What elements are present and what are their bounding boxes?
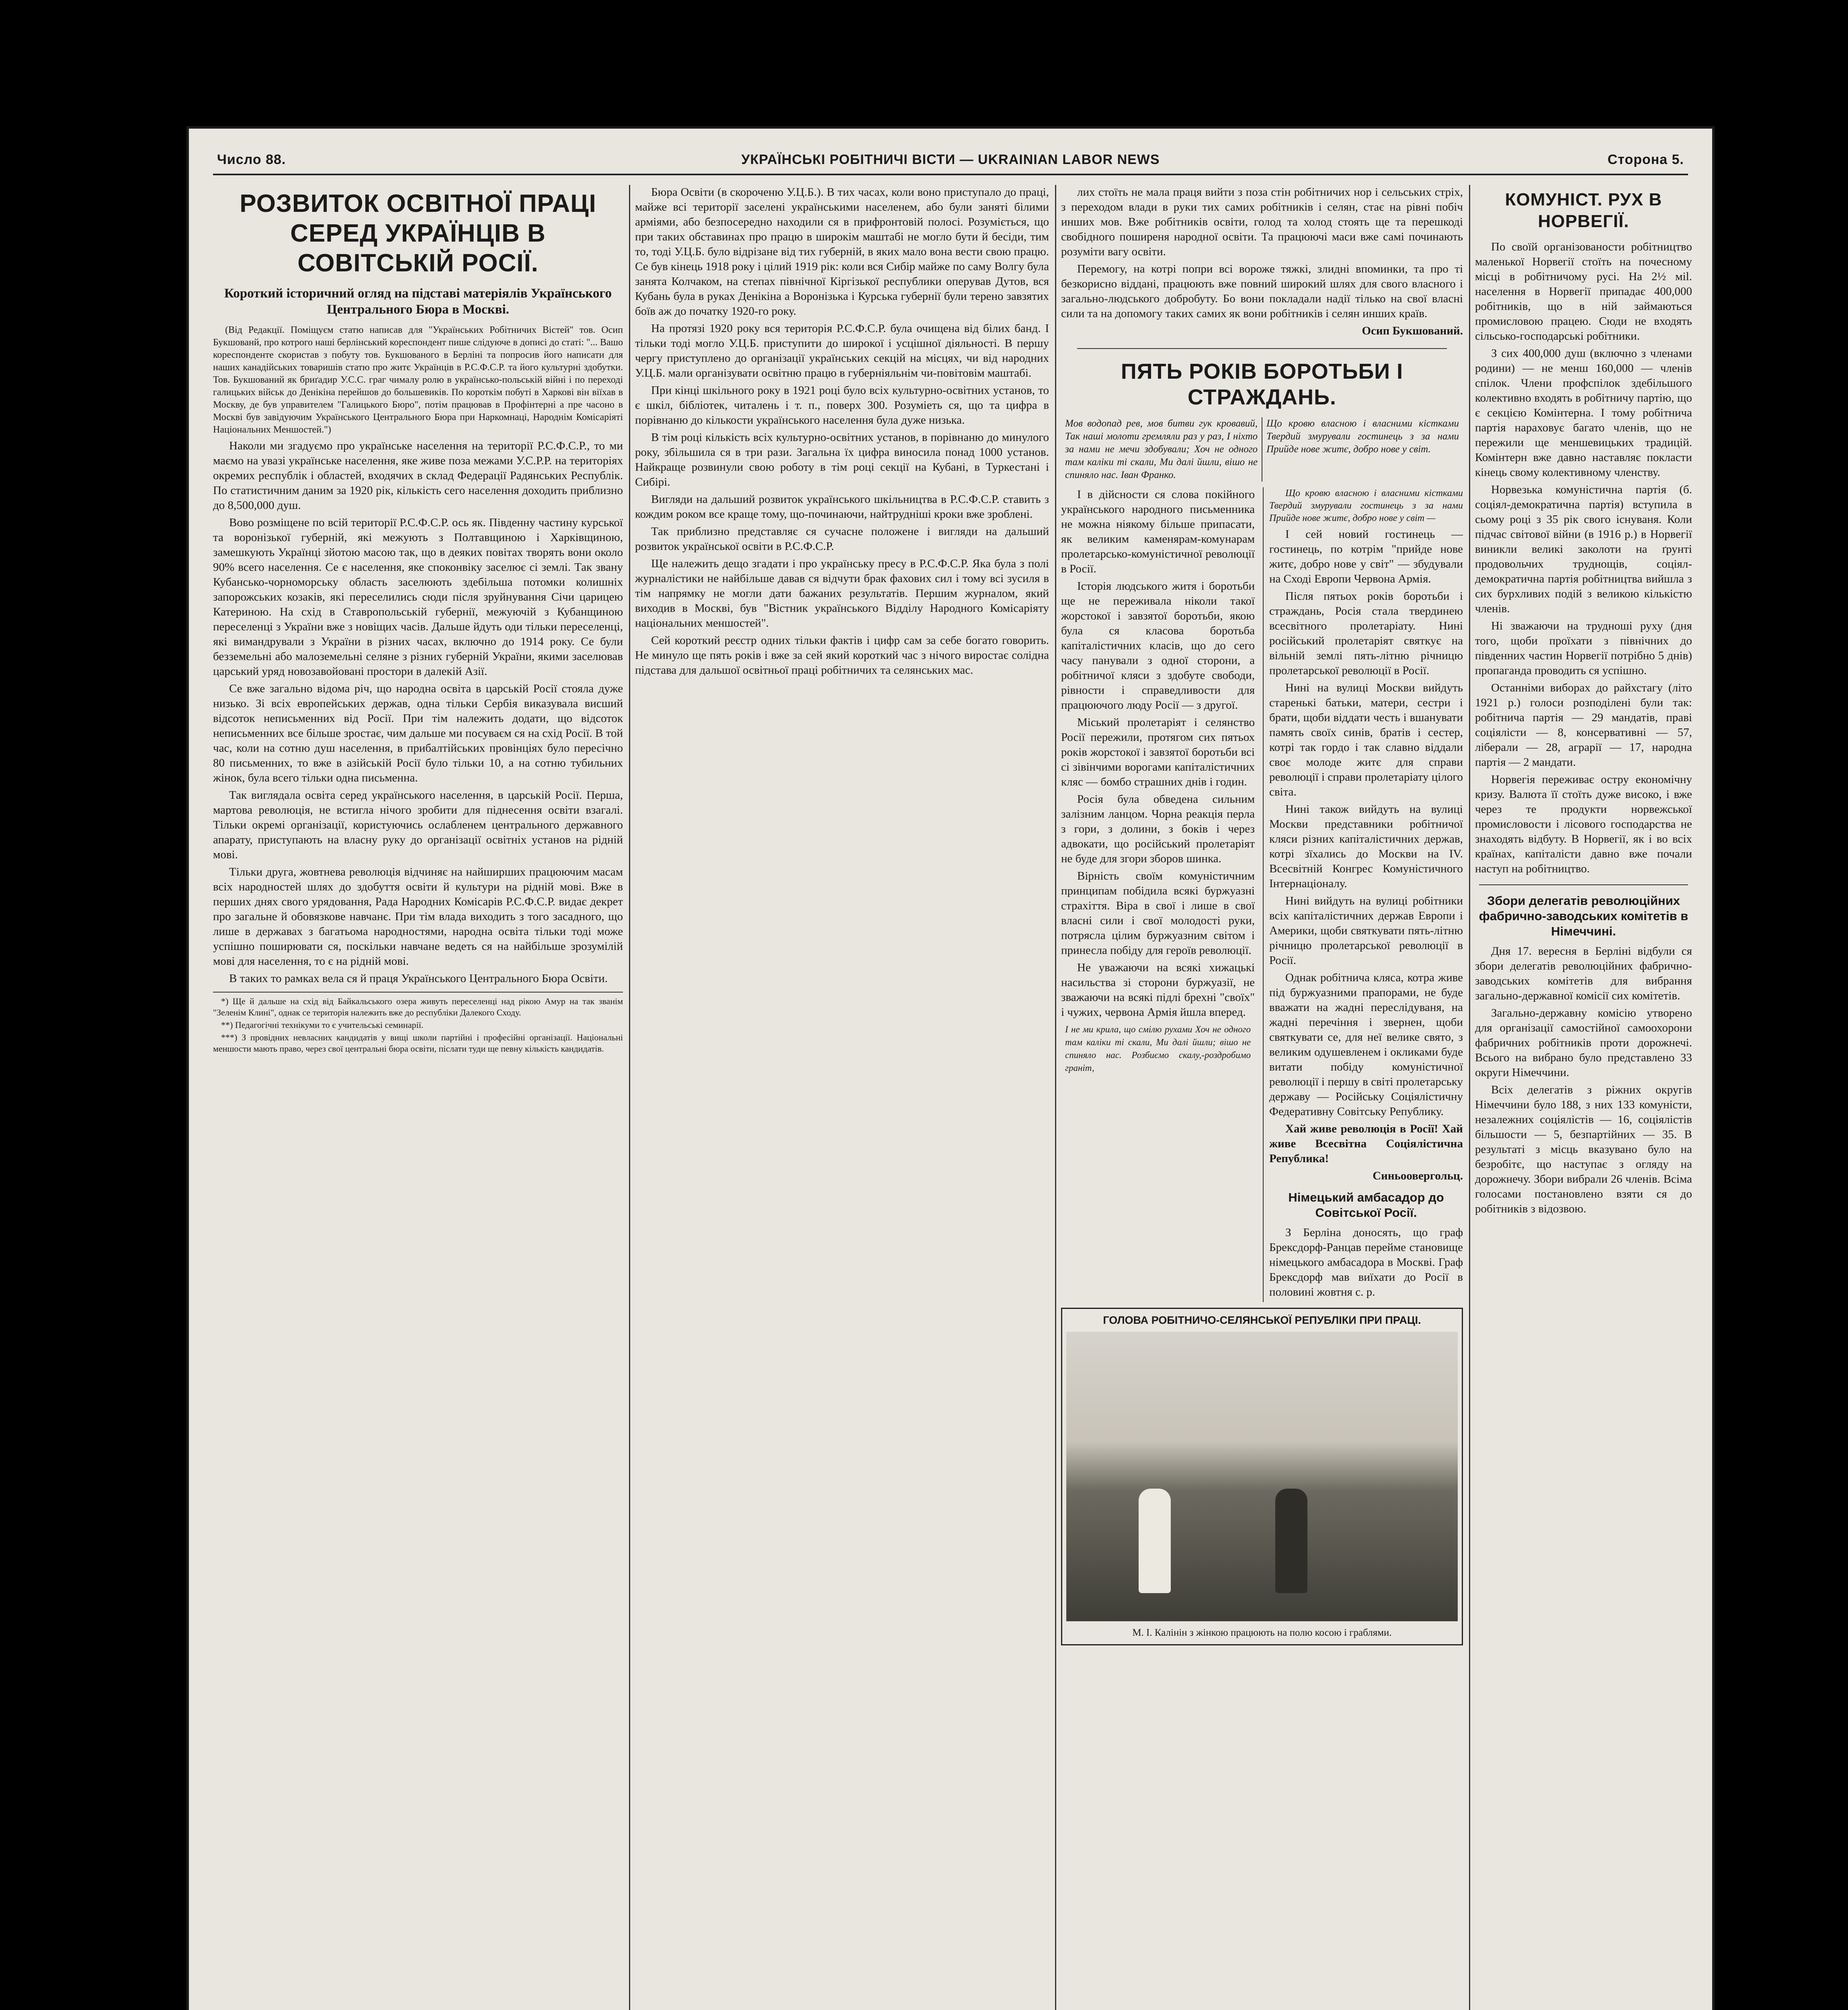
editor-note: (Від Редакції. Поміщуєм статю написав для "Українських Робітничих Вістей" тов. Осип Букшованй, про котрого наші берлінський кореспондент пише слідуюче в дописі до статі: "... Вашо кореспонденте скористав з побуту тов. Букшованого в Берліні та попросив його написати для наших канадійських товаришів статю про житє Українців в Р.С.Ф.С.Р. та його культурні здобутки. Тов. Букшований як бриґадир У.С.С. граг чималу ролю в українсько-польській війні і по переході галицьких військ до Денікіна перейшов до большевиків. По короткім побуті в Харкові він віїхав в Москву, де був управителем "Галицького Бюро", потім працював в Профінтерні а пре часоно в Москві був завідуючим Українського Центрального Бюра при Наркомнаці, Народнім Комісаріяті Національних Меншостей.") <box>213 325 623 435</box>
paragraph: Нині також вийдуть на вулиці Москви представники робітничої кляси різних капіталістичних держав, котрі зїхались до Москви на IV. Всесвітній Конгрес Комуністичного Інтернаціоналу. <box>1269 803 1463 890</box>
paragraph: Всіх делегатів з ріжних округів Німеччини було 188, з них 133 комуністи, незалежних соціялістів — 16, соціялістів більшости — 5, безпартійних — 35. В результаті з місць вказувано було на безробітє, що наступає з огляду на дорожнечу. Збори вибрали 26 членів. Всіма голосами постановлено взяти ся до робітників з відозвою. <box>1475 1083 1692 1215</box>
paragraph: Бюра Освіти (в скороченю У.Ц.Б.). В тих часах, коли воно приступало до праці, майже всі території заселені українськими населенем, або були заняті білими арміями, або безпосередно находили ся в прифронтовій полосі. Розуміється, що при таких обставинах про працю в широкім маштабі не могло бути й бесіди, тим то, тоді У.Ц.Б. було відрізане від тих губерній, в яких мало вона вести свою працю. Се був кінець 1918 року і цілий 1919 рік: коли вся Сибір майже по саму Волгу була занята Колчаком, на степах північної Кіргізької республики оперував Дутов, вся Кубань була в руках Денікіна а Воронізька і Курська губернії були терено завзятих боїв аж до початку 1920-го року. <box>635 186 1049 318</box>
paragraph: Сей короткий реєстр одних тільки фактів і цифр сам за себе богато говорить. Не минуло ще пять років і вже за сей який короткий час з нічого виростає солідна підстава для дальшої освітньої праці робітничих та селянських мас. <box>635 634 1049 677</box>
paragraph: В таких то рамках вела ся й праця Українського Центрального Бюра Освіти. <box>229 972 608 985</box>
footnote: **) Педагогічні технікуми то є учительські семинарії. <box>221 1020 424 1030</box>
paragraph: І в дійсности ся слова покійного українського народного письменника не можна ніякому більше припасати, як великим каменярам-комунарам пролетарсько-комуністичної революції в Росії. <box>1061 488 1255 575</box>
newspaper-title: УКРАЇНСЬКІ РОБІТНИЧІ ВІСТИ — UKRAINIAN LABOR NEWS <box>741 152 1160 167</box>
paragraph: Се вже загально відома річ, що народна освіта в царській Росії стояла дуже низько. Зі всіх европейських держав, одна тільки Сербія виказувала висший відсоток непиcьменних від Росії. При тім належить додати, що відсоток непиcьменних все більше зростає, чим дальше ми посуваєм ся на схід Росії. В той час, коли на сотню душ населення, в прибалтійських провінціях було пересічно 80 письменних, то вже в азійській Росії було тільки 10, а на сотню тубильних жінок, була всего тільки одна письменна. <box>213 682 623 784</box>
field-work-photo <box>1066 1332 1458 1621</box>
paragraph: І сей новий гостинець — гостинець, по котрім "прийде нове житє, добро нове у світ" — збудували на Сході Европи Червона Армія. <box>1269 528 1463 585</box>
paragraph: Вигляди на дальший розвиток українського шкільництва в Р.С.Ф.С.Р. ставить з кождим роком все краще тому, що-починаючи, найтрудніші кроки вже зроблені. <box>635 493 1049 521</box>
author-signature: Осип Букшований. <box>1362 324 1463 337</box>
footnotes <box>213 992 623 1054</box>
person-figure <box>1275 1489 1307 1593</box>
column-3 <box>1061 185 1463 1651</box>
epigraph-right: Що кровю власною і власними кістками Твердий змурували гостинець з за нами Прийде нове житє, добро нове у світ. <box>1262 417 1463 482</box>
article-headline: РОЗВИТОК ОСВІТНОЇ ПРАЦІ СЕРЕД УКРАЇНЦІВ В СОВІТСЬКІЙ РОСІЇ. <box>240 190 596 277</box>
verse: Що кровю власною і власними кістками Твердий змурували гостинець з за нами Прийде нове житє, добро нове у світ — <box>1269 488 1463 523</box>
paragraph: Однак робітнича кляса, котра живе під буржуазними прапорами, не буде вважати на жадні переслідуваня, на жадні перечіння і звернен, щоби святкувати се, для неї велике свято, з великим одушевленем і окликами буде витати побіду комуністичної революції і першу в світі пролетарську державу — Російську Соціялістичну Федеративну Совітську Републику. <box>1269 971 1463 1118</box>
article-subhead: Короткий історичний огляд на підставі матеріялів Українського Центрального Бюра в Москві. <box>224 286 612 317</box>
column-divider <box>629 185 630 2010</box>
paragraph: При кінці шкільного року в 1921 році було всіх культурно-освітних установ, то є шкіл, бібліотек, читалень і т. п., поверх 300. Розуміеть ся, що та цифра в порівнаню до кількости українського населення була дуже низька. <box>635 384 1049 427</box>
column-2 <box>635 185 1049 680</box>
epigraph-left: Мов водопад рев, мов битви гук кровавий, Так наші молоти гремляли раз у раз, І ніхто за нами не мечи здобували; Хоч не одного там каліки ті скали, Ми далі йшли, вішо не спиняло нас. Іван Франко. <box>1065 418 1258 480</box>
footnote: *) Ще й дальше на схід від Байкальського озера живуть переселенці над рікою Амур на так званім "Зеленім Клині", однак се територія належить вже до республіки Далекого Сходу. <box>213 996 623 1017</box>
paragraph: Ні зважаючи на трудноші руху (дня того, щоби проїхати з північних до південних частин Норвегії потрібно 5 днів) пропаганда проводить ся успішно. <box>1475 619 1692 677</box>
paragraph: Дня 17. вересня в Берліні відбули ся збори делегатів революційних фабрично-заводських комітетів для вибрання загально-державної комісії сих комітетів. <box>1475 945 1692 1002</box>
paragraph: Історія людського житя і боротьби ще не переживала ніколи такої жорстокої і завзятої боротьби, якою була ся класова боротьба капіталістичних класів, що до сего часу панували з одної сторони, а робітничої кляси з здобуте свободи, рівности і справедливости для працюючого люду Росії — з другої. <box>1061 580 1255 712</box>
paragraph: Після пятьох років боротьби і страждань, Росія стала твердинею всесвітного пролетаріату. Нині російський пролетаріят святкує на вільній землі пять-літню річницю пролетарської революції в Росії. <box>1269 590 1463 677</box>
paragraph: Вірність своїм комуністичним принципам побідила всякі буржуазні страхіття. Віра в свої і лише в свої власні сили і свої молодості руки, потрясла цілим буржуазним світом і принесла побіду для героїв революції. <box>1061 870 1255 957</box>
paragraph: Загально-державну комісію утворено для організації самостійної самоохорони фабричних робітників проти дорожнечі. Всього на вибрано було представлено 33 округи Німеччини. <box>1475 1007 1692 1079</box>
paragraph: Вово розміщене по всій території Р.С.Ф.С.Р. ось як. Південну частину курської та воронізької губерній, які межують з Полтавщиною і Харківщиною, замешкують Українці зйотою масою так, що в деяких повітах творять вони около 90% всего населення. Се є населення, яке споконвіку заселює сі землі. Так звану Кубансько-чорноморську область заселюють здебільша потомки колишніх запорожських козаків, які переселились сюди після зруйнування Січи царицею Катериною. На схід в Ставропольській губернії, межуючій з Кубанщиною переселенці з України вже з новіщих часів. Дальше йдуть оди тільки переселенці, які вимандрували з України в різних часах, включно до 1914 року. Се були безземельні або малоземельні селяне з різних губерній України, якими заселював царський уряд новозавойовані простори в далекій Азії. <box>213 516 623 678</box>
paragraph: Росія була обведена сильним залізним ланцом. Чорна реакція перла з гори, з долини, з боків і через адвокати, що російський пролетаріят не буде для згори зборов шинка. <box>1061 793 1255 865</box>
paragraph: Нині на вулиці Москви вийдуть старенькі батьки, матери, сестри і брати, щоби віддати честь і вшанувати память своїх синів, братів і сестер, котрі так гордо і так славно віддали своє молоде житє для справи революції і справи пролетаріату цілого світа. <box>1269 681 1463 798</box>
two-column-body <box>1061 487 1463 1302</box>
paragraph: Нині вийдуть на вулиці робітники всіх капіталістичних держав Европи і Америки, щоби святкувати пять-літню річницю пролетарської революції в Росії. <box>1269 894 1463 967</box>
paragraph: Хай живе революція в Росії! Хай живе Всесвітна Соціялістична Република! <box>1269 1122 1463 1165</box>
paragraph: Не уважаючи на всякі хижацькі насильства зі сторони буржуазії, не зважаючи на всякі підлі брехні "своїх" і чужих, червона Армія йшла вперед. <box>1061 961 1255 1019</box>
photo-box <box>1061 1308 1463 1645</box>
closing-verse: І не ми крила, що смілю рухами Хоч не одного там каліки ті скали, Ми далі йшли; вішо не спиняло нас. Розбиємо скалу,-роздробимо граніт, <box>1065 1024 1251 1073</box>
subcolumn-left <box>1061 487 1255 1302</box>
paragraph: Норвегія переживає остру економічну кризу. Валюта її стоїть дуже високо, і вже через те продукти норвежської промисловости і лісового господарства не знаходять відбуту. В Норвегії, як і во всіх країнах, капіталісти давно вже почали наступ на робітництво. <box>1475 773 1692 875</box>
article-headline: КОМУНІСТ. РУХ В НОРВЕГІЇ. <box>1505 190 1662 231</box>
subcolumn-right <box>1263 487 1463 1302</box>
author-signature: Синьоовергольц. <box>1373 1169 1463 1182</box>
issue-number: Число 88. <box>217 152 286 167</box>
paragraph: Перемогу, на котрі попри всі вороже тяжкі, злидні впоминки, та про ті безкорисно віддані, працюють вже повний широкий шлях для свого власного і загально-людського добробуту. Бо вони покладали надії тілько на свої власні сили та на допомогу таких самих як вони робітників і селян инших країв. <box>1061 263 1463 320</box>
paragraph: Так приблизно представляє ся сучасне положене і вигляди на дальший розвиток української освіти в Р.С.Ф.С.Р. <box>635 525 1049 553</box>
paragraph: Останніми виборах до райхстагу (літо 1921 р.) голоси розподілені були так: робітнича партія — 29 мандатів, праві соціялісти — 8, консервативні — 57, ліберали — 28, аграрії — 17, народна партія — 2 мандати. <box>1475 681 1692 769</box>
article-headline: ПЯТЬ РОКІВ БОРОТЬБИ І СТРАЖДАНЬ. <box>1121 359 1403 409</box>
column-1 <box>213 185 623 1056</box>
masthead <box>217 148 1684 170</box>
photo-caption: М. І. Калінін з жінкою працюють на полю косою і граблями. <box>1132 1627 1392 1638</box>
paragraph: Міський пролетаріят і селянство Росії пережили, протягом сих пятьох років жорстокої і завзятої боротьби всі сі зівінчими ворогами капіталістичних кляс — бомбо страшних днів і годин. <box>1061 716 1255 788</box>
column-divider <box>1469 185 1470 2010</box>
column-divider <box>1055 185 1056 2010</box>
paragraph: Ще належить дещо згадати і про українську пресу в Р.С.Ф.С.Р. Яка була з полі журналістики не найбільше давав ся відчути брак фахових сил і тому всі зусиля в тім напрямку не могли дати бажаних результатів. Першим журналом, який виходив в Москві, був "Вістник українського Відділу Народного Комісаріяту національних меншостей". <box>635 557 1049 630</box>
epigraph <box>1061 417 1463 482</box>
person-figure <box>1139 1489 1171 1593</box>
paragraph: Тільки друга, жовтнева революція відчиняє на найширших працюючим масам всіх народностей шлях до здобуття освіти й культури на рідній мові. Вже в перших днях свого урядовання, Рада Народних Комісарів Р.С.Ф.С.Р. видає декрет про загальне й обовязкове навчанє. При тім влада виходить з того засадного, що лише в державах з багатьома народностями, народна освіта тільки тоді може успішно поширювати ся, поскільки навчане ведеть ся на найбільше зрозумілій мові для населення, то є на рідній мові. <box>213 866 623 968</box>
paragraph: Наколи ми згадуємо про українське населення на території Р.С.Ф.С.Р., то ми маємо на увазі українське населення, яке живе поза межами У.С.Р.Р. на територіях окремих республік і областей, входячих в склад Федерації Радянських Республік. По статистичним даним за 1920 рік, кількість сего населення доходить приблизно до 8,500,000 душ. <box>213 439 623 512</box>
section-divider <box>1077 348 1447 349</box>
paragraph: В тім році кількість всіх культурно-освітних установ, в порівнаню до минулого року, збільшила ся в три рази. Загальна їх цифра виносила понад 1000 установ. Найкраще розвинули свою роботу в тім році секції на Кубані, в Туркестані і Сибірі. <box>635 431 1049 488</box>
photo-title: ГОЛОВА РОБІТНИЧО-СЕЛЯНСЬКОЇ РЕПУБЛІКИ ПРИ ПРАЦІ. <box>1103 1314 1421 1326</box>
paragraph: З Берліна доносять, що граф Брексдорф-Ранцав перейме становище німецького амбасадора в Москві. Граф Брексдорф мав виїхати до Росії в половині жовтня с. р. <box>1269 1226 1463 1298</box>
paragraph: Так виглядала освіта серед українського населення, в царській Росії. Перша, мартова революція, не встигла нічого зробити для піднесення освіти взагалі. Тільки окремі організації, користуючись ослабленем центрального державного апарату, приступають на власну руку до організації освітніх установ на рідній мові. <box>213 789 623 861</box>
newspaper-page <box>189 129 1712 2010</box>
paragraph: лих стоїть не мала праця вийти з поза стін робітничих нор і сельських стріх, з переходом влади в руки тих самих робітників і селян, стає на рівні побіч инших мов. Вже робітників освіти, голод та холод стоять ще та перешкоді свобідного поширеня народної освіти. Та працюючі маси вже самі починають розуміти вагу освіти. <box>1061 186 1463 258</box>
paragraph: На протязі 1920 року вся територія Р.С.Ф.С.Р. була очищена від білих банд. І тільки тоді могло У.Ц.Б. приступити до широкої і усцішної діяльності. В першу чергу приступлено до організації українських секцій на місцях, чи від народних У.Ц.Б. мали організувати освітню працю в губерніяльнім чи-повітовім маштабі. <box>635 322 1049 379</box>
masthead-rule <box>213 174 1688 175</box>
paragraph: Норвезька комуністична партія (б. соціял-демократична партія) вступила в сьому році з 35 рік свого існуваня. Коли підчас світової війни (в 1916 р.) в Норвегії виникли великі заколоти на ґрунті продовольчих труднощів, соціял-демократична партія робітництва вийшла з сих бурхливих подій з великою кількістю членів. <box>1475 483 1692 615</box>
paragraph: З сих 400,000 душ (включно з членами родини) — не менш 160,000 — членів спілок. Члени профспілок здебільшого колективно входять в робітничу партію, що є секцією Комінтерна. І тому робітнича партія нараховує багато членів, що не пережили ще меншевицьких традицій. Комінтерн вже давно наставляє покласти кінець свому колективному членству. <box>1475 347 1692 479</box>
page-number: Сторона 5. <box>1607 152 1684 167</box>
paragraph: По своїй організованости робітництво маленької Норвегії стоїть на почесному місці в робітничому русі. На 2½ мil. населення в Норвегії припадає 400,000 робітників, що в ній займаються промисловою працею. Сюди не входять сільсько-господарські робітники. <box>1475 240 1692 343</box>
news-subtitle: Збори делегатів революційних фабрично-заводських комітетів в Німеччині. <box>1479 894 1688 938</box>
footnote: ***) З провідних невласних кандидатів у вищі школи партійні і професійні організації. Національні меншости мають право, через свої центральні бюра освіти, післати туди ще певну кількість кандидатів. <box>213 1032 623 1054</box>
column-4 <box>1475 185 1692 1219</box>
news-subtitle: Німецький амбасадор до Совітської Росії. <box>1288 1190 1444 1220</box>
section-divider <box>1479 884 1688 885</box>
